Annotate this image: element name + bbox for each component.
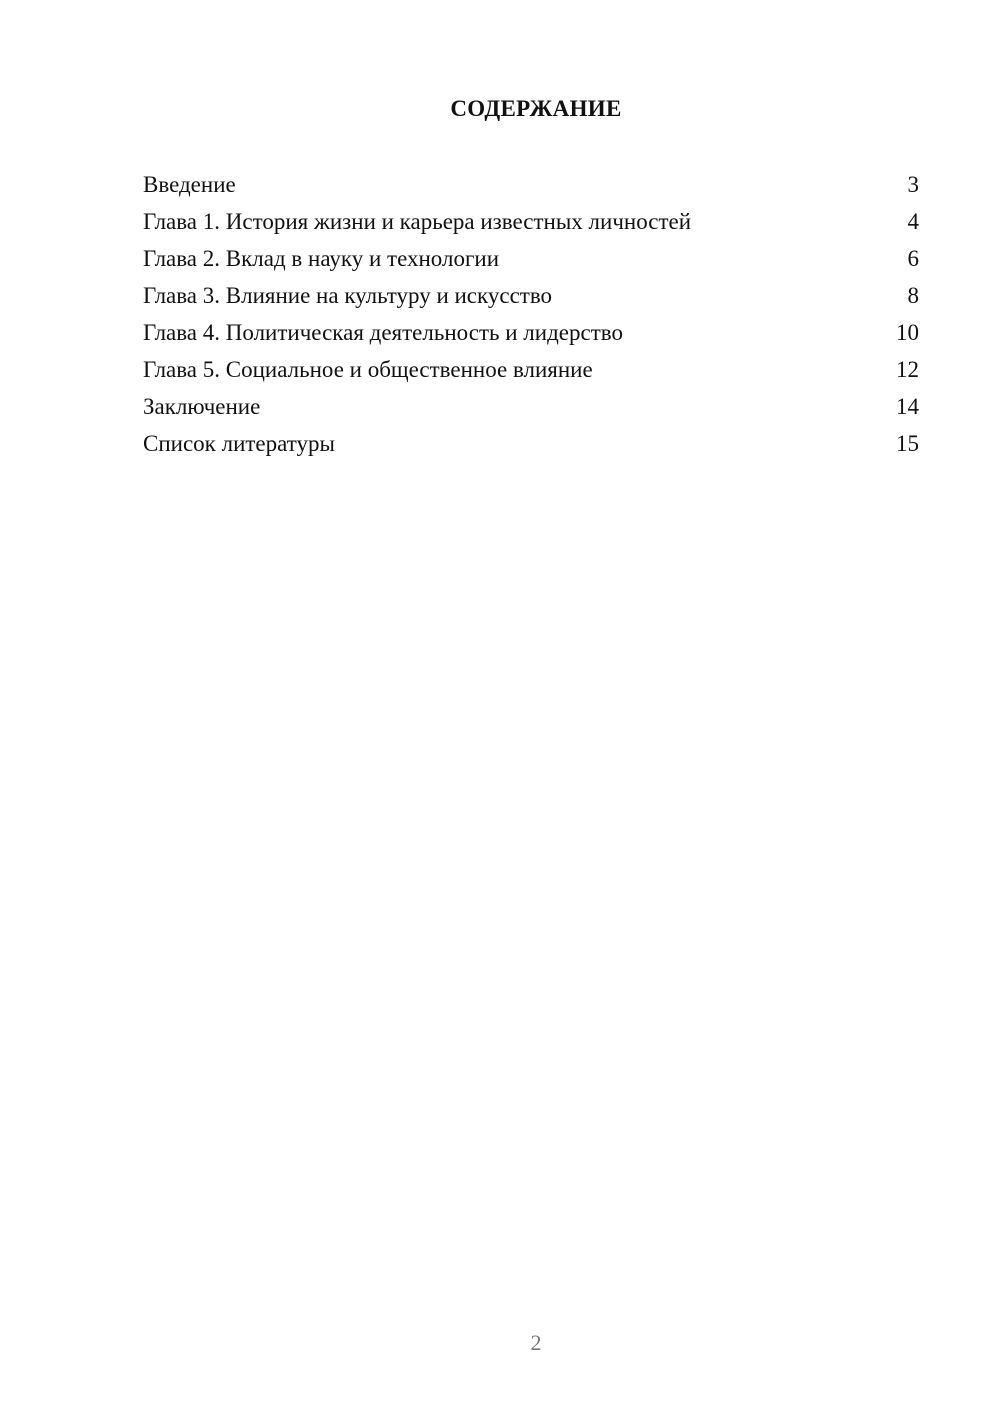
toc-item-references [143,427,919,464]
toc-item-chapter-3 [143,279,919,316]
toc-page-number: 3 [907,172,919,197]
toc-item-chapter-2 [143,242,919,279]
table-of-contents [143,168,919,464]
toc-page-number: 10 [896,320,919,345]
toc-entry-label: Список литературы [143,431,335,456]
toc-item-introduction [143,168,919,205]
toc-page-number: 4 [907,209,919,234]
toc-entry-label: Заключение [143,394,261,419]
toc-item-chapter-1 [143,205,919,242]
toc-page-number: 12 [896,357,919,382]
toc-item-chapter-4 [143,316,919,353]
toc-entry-label: Глава 2. Вклад в науку и технологии [143,246,500,271]
toc-entry-label: Глава 4. Политическая деятельность и лидерство [143,320,623,345]
toc-entry-label: Глава 3. Влияние на культуру и искусство [143,283,553,308]
toc-page-number: 6 [907,246,919,271]
toc-entry-label: Глава 1. История жизни и карьера известных личностей [143,209,692,234]
toc-page-number: 14 [896,394,919,419]
page-number: 2 [530,1330,542,1355]
toc-title: СОДЕРЖАНИЕ [450,96,622,121]
toc-item-chapter-5 [143,353,919,390]
toc-page-number: 15 [896,431,919,456]
toc-item-conclusion [143,390,919,427]
toc-entry-label: Введение [143,172,236,197]
toc-entry-label: Глава 5. Социальное и общественное влияние [143,357,593,382]
toc-page-number: 8 [907,283,919,308]
